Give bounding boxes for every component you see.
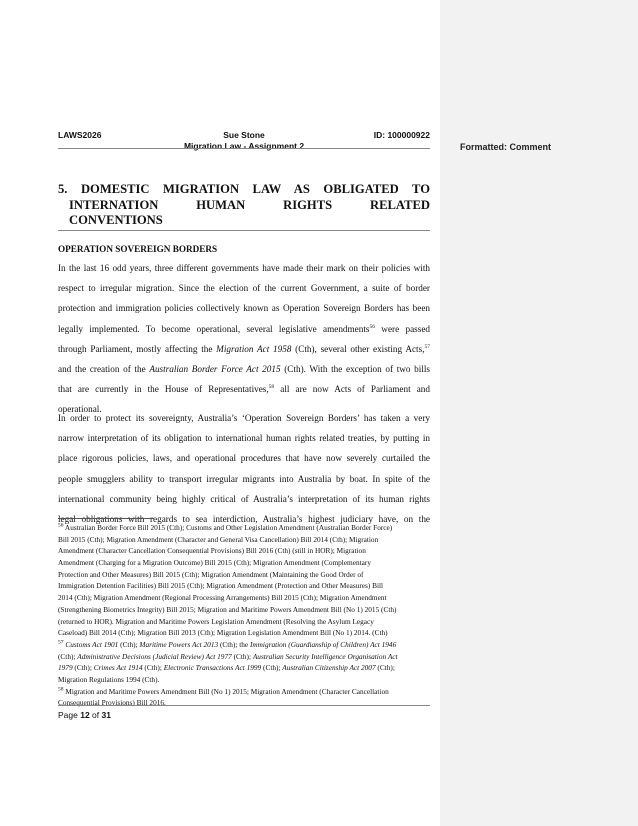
header-subtitle: Migration Law - Assignment 2 [183, 141, 305, 151]
act-title: Australian Security Intelligence Organisation Act [252, 651, 398, 661]
footnote-text: Australian Border Force Bill 2015 (Cth); Customs and Other Legislation Amendment (Australian Border Force) [64, 523, 393, 532]
footnote-ref-56[interactable]: 56 [369, 323, 375, 330]
footnote-text: (Cth); [142, 663, 164, 673]
subheading: OPERATION SOVEREIGN BORDERS [58, 244, 218, 254]
footnote-text: (Cth); the [218, 639, 250, 649]
p2-line: legal obligations with regards to sea interdiction, Australia’s highest judiciary have, on the [58, 513, 430, 524]
section-heading-line2: INTERNATION HUMAN RIGHTS RELATED [69, 197, 430, 212]
footnote-line: Immigration Detention Facilities) Bill 2015 (Cth); Migration Amendment (Protection and Other Measures) Bill [58, 581, 384, 591]
act-title: Australian Border Force Act 2015 [149, 363, 281, 374]
footnote-text: (Cth); [118, 639, 140, 649]
p1-line: operational. [58, 404, 102, 415]
act-title: Australian Citizenship Act 2007 [282, 663, 376, 673]
header-author: Sue Stone [223, 130, 265, 140]
p1-text: that are currently in the House of Representatives, [58, 384, 269, 395]
p1-text: (Cth). With the exception of two bills [280, 363, 431, 374]
footnote-56 [58, 522, 430, 534]
footnote-text: Migration and Maritime Powers Amendment Bill (No 1) 2015; Migration Amendment (Character Cancellation [65, 686, 389, 696]
footnote-text: (Cth); [261, 663, 283, 673]
act-title: 1979 [58, 663, 73, 673]
header-student-id: ID: 100000922 [373, 130, 430, 140]
footnote-ref-58[interactable]: 58 [268, 384, 275, 391]
p1-line: protection and immigration policies collectively known as Operation Sovereign Borders has been [58, 303, 430, 314]
p1-text: through Parliament, mostly affecting the [58, 343, 217, 354]
p1-line [58, 379, 430, 399]
footnote-line [58, 662, 430, 674]
p2-line: place rigorous policies, laws, and operational procedures that have now severely curtailed the [58, 453, 430, 464]
footnotes [58, 522, 430, 709]
comment-label: Formatted: Comment [460, 142, 552, 152]
footnote-number: 58 [58, 686, 64, 693]
footnote-ref-57[interactable]: 57 [424, 343, 430, 350]
p2-line: people smugglers ability to transport irregular migrants into Australia by boat. In spite of the [58, 473, 430, 484]
footnote-line: Amendment (Character Cancellation Consequential Provisions) Bill 2016 (Cth) (still in HOR); Migration [58, 546, 366, 556]
section-divider [58, 230, 430, 231]
footer-page-number: 12 [80, 710, 90, 720]
footer-divider [58, 705, 430, 706]
act-title: Maritime Powers Act 2013 [139, 639, 219, 649]
p2-line: In order to protect its sovereignty, Australia’s ‘Operation Sovereign Borders’ has taken a very [58, 413, 430, 423]
paragraph-1 [58, 258, 430, 420]
footnote-line: Amendment (Charging for a Migration Outcome) Bill 2015 (Cth); Migration Amendment (Complementary [58, 558, 371, 568]
footnote-text: (Cth); [231, 651, 253, 661]
p1-line [58, 359, 430, 379]
act-title: Customs Act 1901 [65, 639, 119, 649]
section-heading-line3: CONVENTIONS [69, 213, 163, 227]
footnote-line: Bill 2015 (Cth); Migration Amendment (Character and General Visa Cancellation) Bill 2014 (Cth); Migration [58, 534, 379, 544]
p1-text: legally implemented. To become operational, several legislative amendments [58, 323, 370, 334]
p1-text: were passed [374, 323, 430, 334]
footnote-line: Caseload) Bill 2014 (Cth); Migration Bill 2013 (Cth); Migration Legislation Amendment Bill (No 1) 2014. (Cth) [58, 628, 388, 638]
page-footer [58, 710, 111, 720]
act-title: Electronic Transactions Act 1999 [163, 663, 262, 673]
comment-pane [440, 0, 638, 826]
footnote-number: 56 [58, 522, 64, 529]
footer-label: of [89, 710, 102, 720]
act-title: Administrative Decisions (Judicial Review) Act 1977 [77, 651, 232, 661]
footnote-line: (Strengthening Biometrics Integrity) Bill 2015; Migration and Maritime Powers Amendment Bill (No 1) 2015 (Cth) [58, 604, 397, 614]
footnote-line: (returned to HOR). Migration and Maritime Powers Legislation Amendment (Resolving the Asylum Legacy [58, 616, 374, 626]
footnote-line: Migration Regulations 1994 (Cth). [58, 674, 160, 684]
footnote-line: Protection and Other Measures) Bill 2015 (Cth); Migration Amendment (Maintaining the Good Order of [58, 569, 364, 579]
p1-text: and the creation of the [58, 363, 150, 374]
header-divider [58, 148, 430, 149]
p1-text: (Cth), several other existing Acts, [291, 343, 425, 354]
section-heading-line1: 5. DOMESTIC MIGRATION LAW AS OBLIGATED TO [58, 182, 430, 196]
footer-page-total: 31 [101, 710, 111, 720]
act-title: Migration Act 1958 [216, 343, 292, 354]
footnote-line: Consequential Provisions) Bill 2016. [58, 698, 166, 708]
p1-line: respect to irregular migration. Since the election of the current Government, a suite of border [58, 283, 430, 294]
footnote-58 [58, 686, 430, 698]
act-title: Crimes Act 1914 [93, 663, 143, 673]
p2-line: international community being highly critical of Australia’s interpretation of its human rights [58, 493, 430, 504]
footnote-line [58, 651, 430, 663]
p1-line [58, 339, 430, 359]
footnote-text: (Cth); [375, 663, 395, 673]
footnote-57 [58, 639, 430, 651]
p2-line: narrow interpretation of its obligation to international human rights related treaties, by putting in [58, 433, 430, 444]
footnote-separator [58, 518, 154, 519]
header-course: LAWS2026 [58, 130, 102, 140]
act-title: Immigration (Guardianship of Children) Act 1946 [249, 639, 397, 649]
footnote-line: 2014 (Cth); Migration Amendment (Regional Processing Arrangements) Bill 2015 (Cth); Migration Amendment [58, 593, 387, 603]
footnote-text: (Cth); [58, 651, 78, 661]
p1-line [58, 319, 430, 339]
footnote-number: 57 [58, 639, 64, 646]
footer-label: Page [58, 710, 81, 720]
p1-text: all are now Acts of Parliament and [274, 384, 430, 395]
p1-line: In the last 16 odd years, three different governments have made their mark on their policies with [58, 263, 430, 273]
footnote-text: (Cth); [72, 663, 94, 673]
paragraph-2 [58, 408, 430, 529]
